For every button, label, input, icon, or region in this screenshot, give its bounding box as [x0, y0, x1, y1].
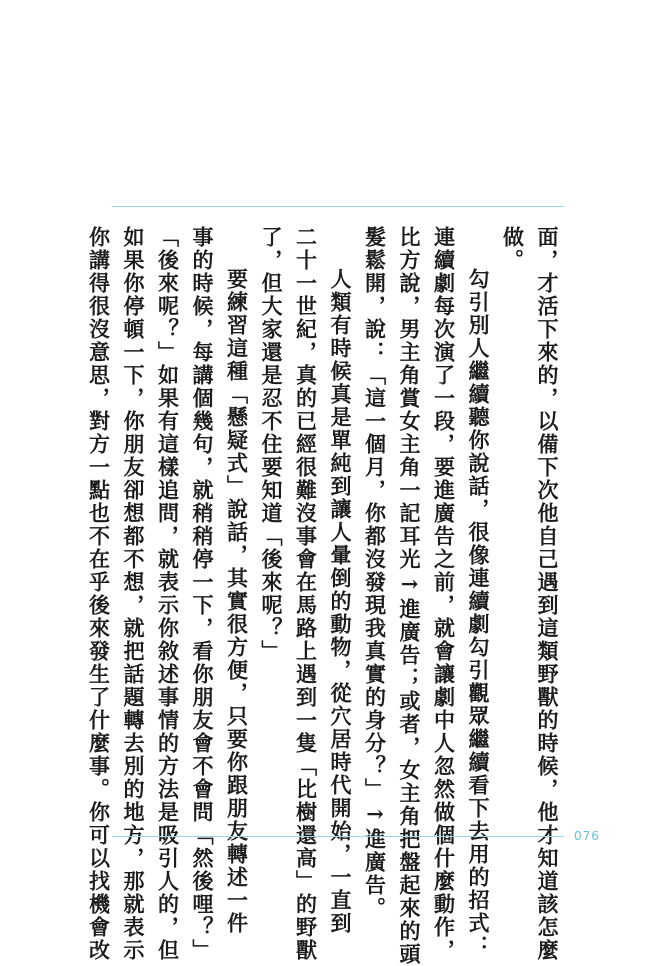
- text-column-6: 髮鬆開，說：「這一個月，你都沒發現我真實的身分？」→進廣告。: [362, 226, 388, 920]
- text-column-8: 二十一世紀，真的已經很難沒事會在馬路上遇到一隻「比樹還高」的野獸: [293, 226, 319, 962]
- body-text: [86, 226, 564, 966]
- top-divider: [112, 206, 564, 207]
- bottom-divider: [112, 836, 564, 837]
- text-column-4: 連續劇每次演了一段，要進廣告之前，就會讓劇中人忽然做個什麼動作，: [431, 226, 457, 962]
- vertical-columns: [86, 226, 564, 966]
- text-column-9: 了，但大家還是忍不住要知道「後來呢？」: [259, 226, 284, 663]
- page-number: 076: [574, 829, 600, 843]
- text-column-1: 面，才活下來的，以備下次他自己遇到這類野獸的時候，他才知道該怎麼: [535, 226, 560, 962]
- text-column-14: 你講得很沒意思，對方一點也不在乎後來發生了什麼事。你可以找機會改: [86, 226, 112, 962]
- text-column-3: 勾引別人繼續聽你說話，很像連續劇勾引觀眾繼續看下去用的招式：: [466, 268, 491, 958]
- text-column-7: 人類有時候真是單純到讓人暈倒的動物，從穴居時代開始，一直到: [328, 268, 353, 935]
- text-column-2: 做。: [500, 226, 526, 272]
- text-column-5: 比方說，男主角賞女主角一記耳光→進廣告；或者，女主角把盤起來的頭: [397, 226, 422, 966]
- text-column-13: 如果你停頓一下，你朋友卻想都不想，就把話題轉去別的地方，那就表示: [121, 226, 146, 962]
- text-column-12: 「後來呢？」如果有這樣追問，就表示你敘述事情的方法是吸引人的，但: [155, 226, 181, 962]
- text-column-10: 要練習這種「懸疑式」說話，其實很方便，只要你跟朋友轉述一件: [224, 268, 250, 935]
- text-column-11: 事的時候，每講個幾句，就稍稍停一下，看你朋友會不會問「然後哩？」: [190, 226, 215, 962]
